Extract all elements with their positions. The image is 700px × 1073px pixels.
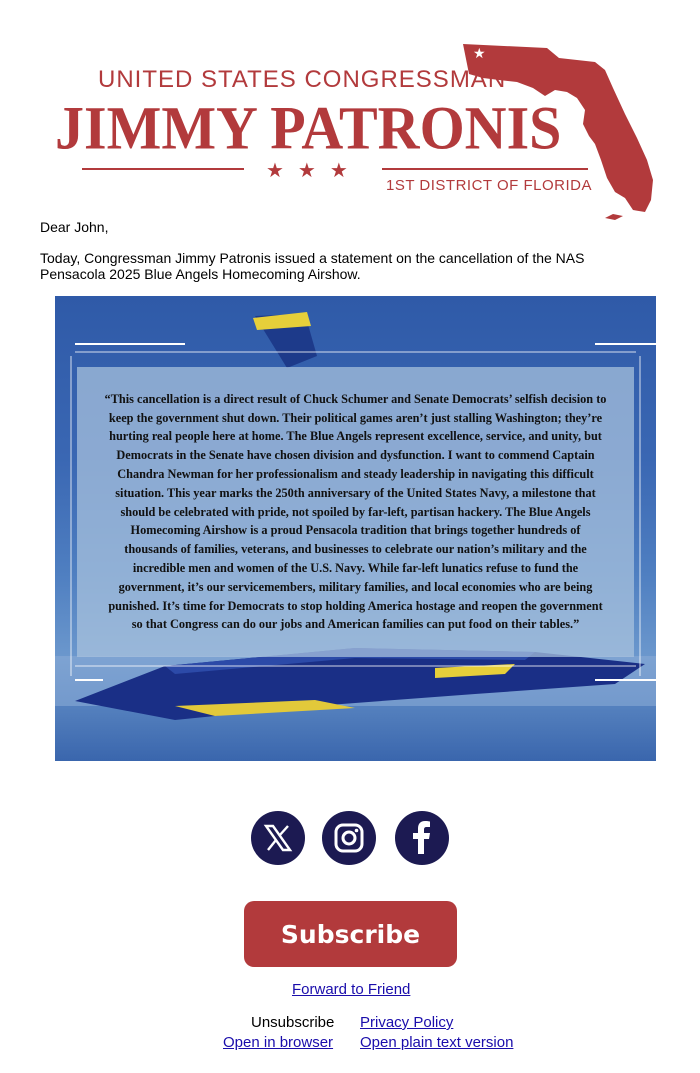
subscribe-button[interactable]: Subscribe — [244, 901, 457, 967]
header-kicker: UNITED STATES CONGRESSMAN — [98, 66, 507, 93]
greeting: Dear John, — [40, 219, 109, 235]
instagram-icon[interactable] — [322, 811, 376, 865]
email-header — [0, 0, 700, 215]
privacy-policy-link[interactable]: Privacy Policy — [360, 1014, 454, 1031]
unsubscribe-link[interactable]: Unsubscribe — [251, 1014, 335, 1031]
header-rule-right — [382, 168, 588, 170]
facebook-icon[interactable] — [395, 811, 449, 865]
congressman-name: JIMMY PATRONIS — [55, 93, 562, 163]
forward-to-friend-link[interactable]: Forward to Friend — [292, 981, 411, 998]
svg-text:★: ★ — [473, 46, 486, 62]
quote-box — [77, 367, 634, 657]
open-in-browser-link[interactable]: Open in browser — [223, 1034, 334, 1051]
statement-quote: “This cancellation is a direct result of Chuck Schumer and Senate Democrats’ selfish decision to keep the government shut down. Their political games aren’t just stalling Washington; they’re hurting real people here at home. The Blue Angels represent excellence, service, and unity, but Democrats in the Senate have chosen division and dysfunction. I want to commend Captain Chandra Newman for her professionalism and steady leadership in navigating this difficult situation. This year marks the 250th anniversary of the United States Navy, a milestone that should be celebrated with pride, not spoiled by far-left, partisan hackery. The Blue Angels Homecoming Airshow is a proud Pensacola tradition that brings together hundreds of thousands of families, veterans, and businesses to celebrate our nation’s military and the incredible men and women of the U.S. Navy. While far-left lunatics refuse to fund the government, it’s our servicemembers, military families, and local economies who are being punished. It’s time for Democrats to stop holding America hostage and reopen the government so that Congress can do our jobs and American families can put food on their tables.” — [104, 391, 607, 632]
x-icon[interactable] — [251, 811, 305, 865]
plain-text-version-link[interactable]: Open plain text version — [360, 1034, 514, 1051]
header-stars: ★★★ — [266, 160, 362, 182]
hero-image — [55, 296, 656, 761]
header-rule-left — [82, 168, 244, 170]
intro-paragraph: Today, Congressman Jimmy Patronis issued a statement on the cancellation of the NAS Pensacola 2025 Blue Angels Homecoming Airshow. — [40, 250, 585, 282]
district-label: 1ST DISTRICT OF FLORIDA — [386, 177, 592, 194]
